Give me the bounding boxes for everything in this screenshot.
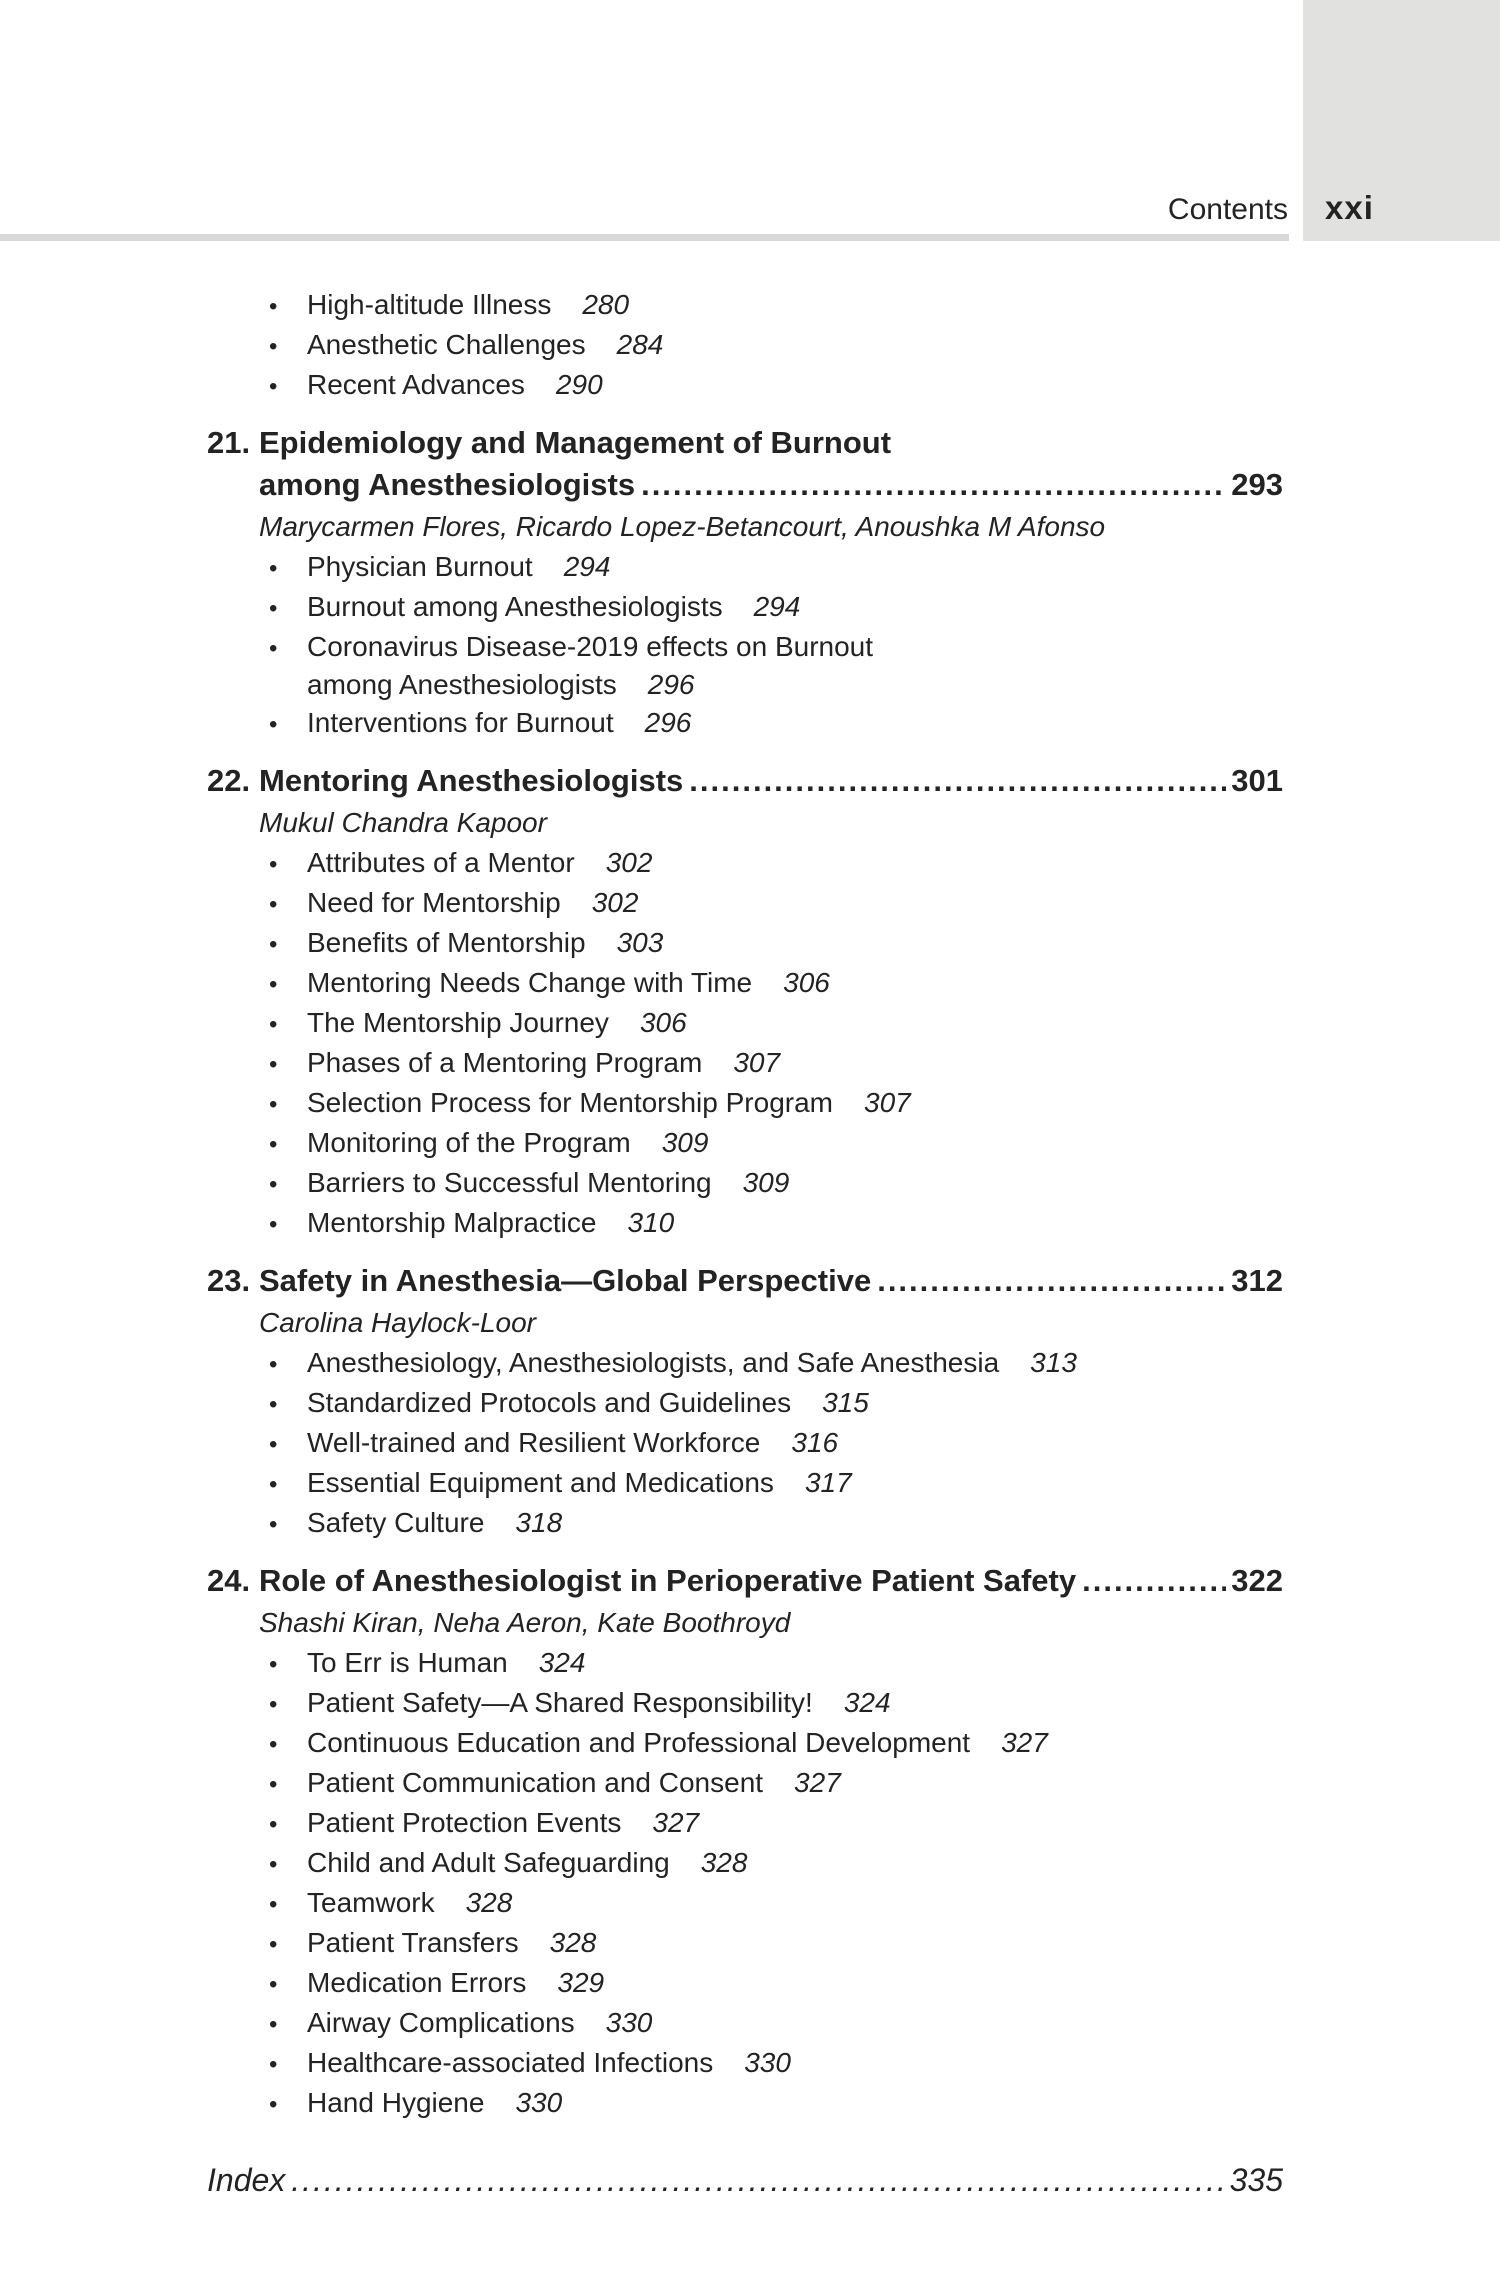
topic-label [307,1124,1283,1162]
bullet-icon: • [269,2011,278,2038]
topic-line: Hand Hygiene 330 [307,2087,563,2118]
topic-page-number: 330 [744,2047,791,2078]
topic-line: Recent Advances 290 [307,369,603,400]
toc-topic [269,704,1283,744]
toc-topic [269,1384,1283,1424]
topic-page-number: 294 [753,591,801,622]
chapter-dot-leader [689,760,1226,802]
topic-line: Essential Equipment and Medications 317 [307,1467,852,1498]
topic-line: Phases of a Mentoring Program 307 [307,1047,781,1078]
topic-label [307,704,1283,742]
topic-line: Need for Mentorship 302 [307,887,639,918]
chapter-authors: Shashi Kiran, Neha Aeron, Kate Boothroyd [259,1607,791,1638]
toc-topic [269,1844,1283,1884]
toc-topic [269,964,1283,1004]
bullet-icon: • [269,1931,278,1958]
topic-label [307,1644,1283,1682]
topic-page-number: 315 [822,1387,869,1418]
bullet-icon: • [269,1091,278,1118]
chapter-entry [207,1260,1283,1544]
topic-label [307,1764,1283,1802]
topic-label [307,1804,1283,1842]
topic-page-number: 307 [864,1087,911,1118]
topic-label [307,2084,1283,2122]
toc-topic [269,1084,1283,1124]
chapter-dot-leader [877,1260,1226,1302]
topic-page-number: 327 [652,1807,700,1838]
toc-topic [269,1044,1283,1084]
toc-topic [269,628,1283,704]
topic-line: Mentorship Malpractice 310 [307,1207,675,1238]
bullet-icon: • [269,1891,278,1918]
topic-label [307,1924,1283,1962]
chapter-title [259,1560,1283,1602]
topic-line: Attributes of a Mentor 302 [307,847,653,878]
toc-topic [269,1504,1283,1544]
chapter-title-text: Mentoring Anesthesiologists [259,763,684,798]
bullet-icon: • [269,891,278,918]
bullet-icon: • [269,1131,278,1158]
toc-topic [269,1924,1283,1964]
topic-label [307,2004,1283,2042]
topic-page-number: 302 [605,847,653,878]
toc-topic [269,2044,1283,2084]
topic-line: Interventions for Burnout 296 [307,707,692,738]
chapter-page-number: 301 [1231,763,1283,798]
topic-label [307,1204,1283,1242]
topic-page-number: 303 [616,927,664,958]
chapter-page-number: 312 [1231,1263,1283,1298]
chapter-dot-leader [641,464,1226,506]
toc-topic [269,1964,1283,2004]
toc-topic [269,844,1283,884]
chapter-title [259,422,1283,506]
chapter-topic-list [207,1644,1283,2124]
topic-line: Patient Protection Events 327 [307,1807,700,1838]
bullet-icon: • [269,851,278,878]
bullet-icon: • [269,1771,278,1798]
chapter-topic-list [207,1344,1283,1544]
topic-page-number: 327 [794,1767,841,1798]
bullet-icon: • [269,1651,278,1678]
bullet-icon: • [269,333,278,360]
topic-page-number: 324 [538,1647,586,1678]
chapter-title [259,760,1283,802]
topic-page-number: 280 [582,289,630,320]
toc-topic [269,1424,1283,1464]
index-entry [207,2158,1283,2202]
table-of-contents [207,286,1283,2202]
toc-topic [269,2004,1283,2044]
topic-label [307,1344,1283,1382]
topic-page-number: 310 [627,1207,675,1238]
index-page-number: 335 [1229,2162,1283,2198]
topic-page-number: 324 [843,1687,891,1718]
chapter-entry [207,1560,1283,2124]
chapter-title-text: Safety in Anesthesia—Global Perspective [259,1263,872,1298]
topic-line: Selection Process for Mentorship Program 307 [307,1087,911,1118]
toc-topic [269,548,1283,588]
chapter-topic-list [207,548,1283,744]
page-number: xxi [1325,189,1374,226]
topic-page-number: 313 [1030,1347,1077,1378]
topic-line: Medication Errors 329 [307,1967,605,1998]
chapter-number: 23. [207,1263,251,1298]
topic-label [307,1504,1283,1542]
topic-label [307,884,1283,922]
topic-page-number: 306 [783,967,830,998]
topic-page-number: 294 [563,551,611,582]
chapter-number: 22. [207,763,251,798]
topic-page-number: 330 [605,2007,653,2038]
chapter-title-text: Epidemiology and Management of Burnout [259,425,892,460]
topic-page-number: 302 [591,887,639,918]
topic-page-number: 296 [644,707,692,738]
topic-line: Mentoring Needs Change with Time 306 [307,967,830,998]
index-label: Index [207,2162,286,2198]
chapter-authors: Carolina Haylock-Loor [259,1307,537,1338]
topic-page-number: 328 [465,1887,513,1918]
bullet-icon: • [269,1431,278,1458]
topic-line: High-altitude Illness 280 [307,289,630,320]
chapter-page-number: 293 [1231,467,1283,502]
chapter-page-number: 322 [1231,1563,1283,1598]
bullet-icon: • [269,2051,278,2078]
bullet-icon: • [269,1211,278,1238]
topic-label [307,326,1283,364]
bullet-icon: • [269,293,278,320]
toc-topic [269,1164,1283,1204]
chapter-list [207,422,1283,2124]
chapter-number: 24. [207,1563,251,1598]
bullet-icon: • [269,711,278,738]
topic-label [307,2044,1283,2082]
bullet-icon: • [269,635,278,662]
topic-line: Teamwork 328 [307,1887,513,1918]
index-dot-leader [291,2158,1224,2202]
toc-topic [269,1004,1283,1044]
page-number-box [1303,0,1500,241]
topic-page-number: 290 [555,369,603,400]
topic-line: Well-trained and Resilient Workforce 316 [307,1427,839,1458]
bullet-icon: • [269,1731,278,1758]
topic-label [307,1464,1283,1502]
topic-label [307,1084,1283,1122]
topic-line: Standardized Protocols and Guidelines 315 [307,1387,869,1418]
topic-line: Coronavirus Disease-2019 effects on Burnout [307,631,874,662]
topic-page-number: 307 [733,1047,781,1078]
toc-topic [269,1464,1283,1504]
topic-page-number: 317 [804,1467,852,1498]
chapter-number: 21. [207,425,251,460]
bullet-icon: • [269,1971,278,1998]
toc-topic [269,924,1283,964]
topic-line: Patient Transfers 328 [307,1927,597,1958]
toc-topic [269,1124,1283,1164]
topic-line: Child and Adult Safeguarding 328 [307,1847,748,1878]
chapter-authors: Marycarmen Flores, Ricardo Lopez-Betancourt, Anoushka M Afonso [259,511,1106,542]
bullet-icon: • [269,1011,278,1038]
toc-topic [269,1684,1283,1724]
bullet-icon: • [269,1051,278,1078]
bullet-icon: • [269,1811,278,1838]
topic-line: Patient Safety—A Shared Responsibility! 324 [307,1687,891,1718]
toc-topic [269,286,1283,326]
chapter-entry [207,760,1283,1244]
topic-line: The Mentorship Journey 306 [307,1007,687,1038]
topic-line: Benefits of Mentorship 303 [307,927,664,958]
topic-line: Barriers to Successful Mentoring 309 [307,1167,790,1198]
topic-label [307,548,1283,586]
topic-label [307,286,1283,324]
chapter-authors: Mukul Chandra Kapoor [259,807,547,838]
chapter-title-line [259,464,1283,506]
topic-page-number: 309 [742,1167,790,1198]
bullet-icon: • [269,1511,278,1538]
bullet-icon: • [269,1171,278,1198]
bullet-icon: • [269,1471,278,1498]
topic-page-number: 328 [700,1847,748,1878]
topic-label [307,1004,1283,1042]
topic-page-number: 296 [647,669,695,700]
chapter-topic-list [207,844,1283,1244]
topic-line: Burnout among Anesthesiologists 294 [307,591,801,622]
running-header-title: Contents [1167,193,1288,226]
topic-line: Patient Communication and Consent 327 [307,1767,841,1798]
topic-line: Healthcare-associated Infections 330 [307,2047,791,2078]
bullet-icon: • [269,1691,278,1718]
topic-line: Monitoring of the Program 309 [307,1127,709,1158]
toc-topic [269,326,1283,366]
chapter-title-line [259,1560,1283,1602]
bullet-icon: • [269,1351,278,1378]
topic-label [307,366,1283,404]
topic-line: Anesthesiology, Anesthesiologists, and Safe Anesthesia 313 [307,1347,1077,1378]
topic-label [307,924,1283,962]
toc-topic [269,884,1283,924]
topic-label [307,1724,1283,1762]
bullet-icon: • [269,555,278,582]
bullet-icon: • [269,931,278,958]
topic-label [307,1164,1283,1202]
toc-topic [269,1764,1283,1804]
topic-label [307,1964,1283,2002]
chapter-title-text: among Anesthesiologists [259,467,636,502]
bullet-icon: • [269,2091,278,2118]
topic-label [307,628,1283,704]
bullet-icon: • [269,971,278,998]
toc-topic [269,1724,1283,1764]
topic-label [307,844,1283,882]
toc-topic [269,1644,1283,1684]
topic-label [307,1044,1283,1082]
topic-page-number: 316 [791,1427,839,1458]
chapter-title-line [259,422,1283,464]
topic-line: Safety Culture 318 [307,1507,563,1538]
topic-page-number: 318 [515,1507,563,1538]
topic-line: Continuous Education and Professional Development 327 [307,1727,1048,1758]
topic-page-number: 306 [639,1007,687,1038]
topic-line: To Err is Human 324 [307,1647,586,1678]
topic-label [307,1844,1283,1882]
chapter-dot-leader [1082,1560,1226,1602]
continued-topic-list [207,286,1283,406]
topic-page-number: 327 [1001,1727,1048,1758]
topic-page-number: 328 [549,1927,597,1958]
toc-topic [269,1344,1283,1384]
bullet-icon: • [269,1391,278,1418]
chapter-title-line [259,760,1283,802]
chapter-heading [207,1560,1283,1602]
chapter-heading [207,422,1283,506]
topic-label [307,964,1283,1002]
topic-label [307,1684,1283,1722]
bullet-icon: • [269,1851,278,1878]
topic-page-number: 284 [616,329,664,360]
chapter-entry [207,422,1283,744]
topic-page-number: 309 [661,1127,709,1158]
chapter-title-text: Role of Anesthesiologist in Perioperative Patient Safety [259,1563,1077,1598]
bullet-icon: • [269,373,278,400]
toc-topic [269,2084,1283,2124]
topic-label [307,1884,1283,1922]
toc-topic [269,1884,1283,1924]
chapter-heading [207,760,1283,802]
topic-line: Airway Complications 330 [307,2007,653,2038]
toc-topic [269,588,1283,628]
topic-label [307,588,1283,626]
topic-line: Physician Burnout 294 [307,551,611,582]
topic-line: among Anesthesiologists 296 [307,669,695,700]
topic-line: Anesthetic Challenges 284 [307,329,664,360]
chapter-heading [207,1260,1283,1302]
chapter-title [259,1260,1283,1302]
toc-topic [269,1204,1283,1244]
chapter-title-line [259,1260,1283,1302]
toc-topic [269,1804,1283,1844]
topic-page-number: 330 [515,2087,563,2118]
toc-topic [269,366,1283,406]
topic-page-number: 329 [557,1967,605,1998]
topic-label [307,1424,1283,1462]
bullet-icon: • [269,595,278,622]
header-rule [0,234,1289,241]
topic-label [307,1384,1283,1422]
